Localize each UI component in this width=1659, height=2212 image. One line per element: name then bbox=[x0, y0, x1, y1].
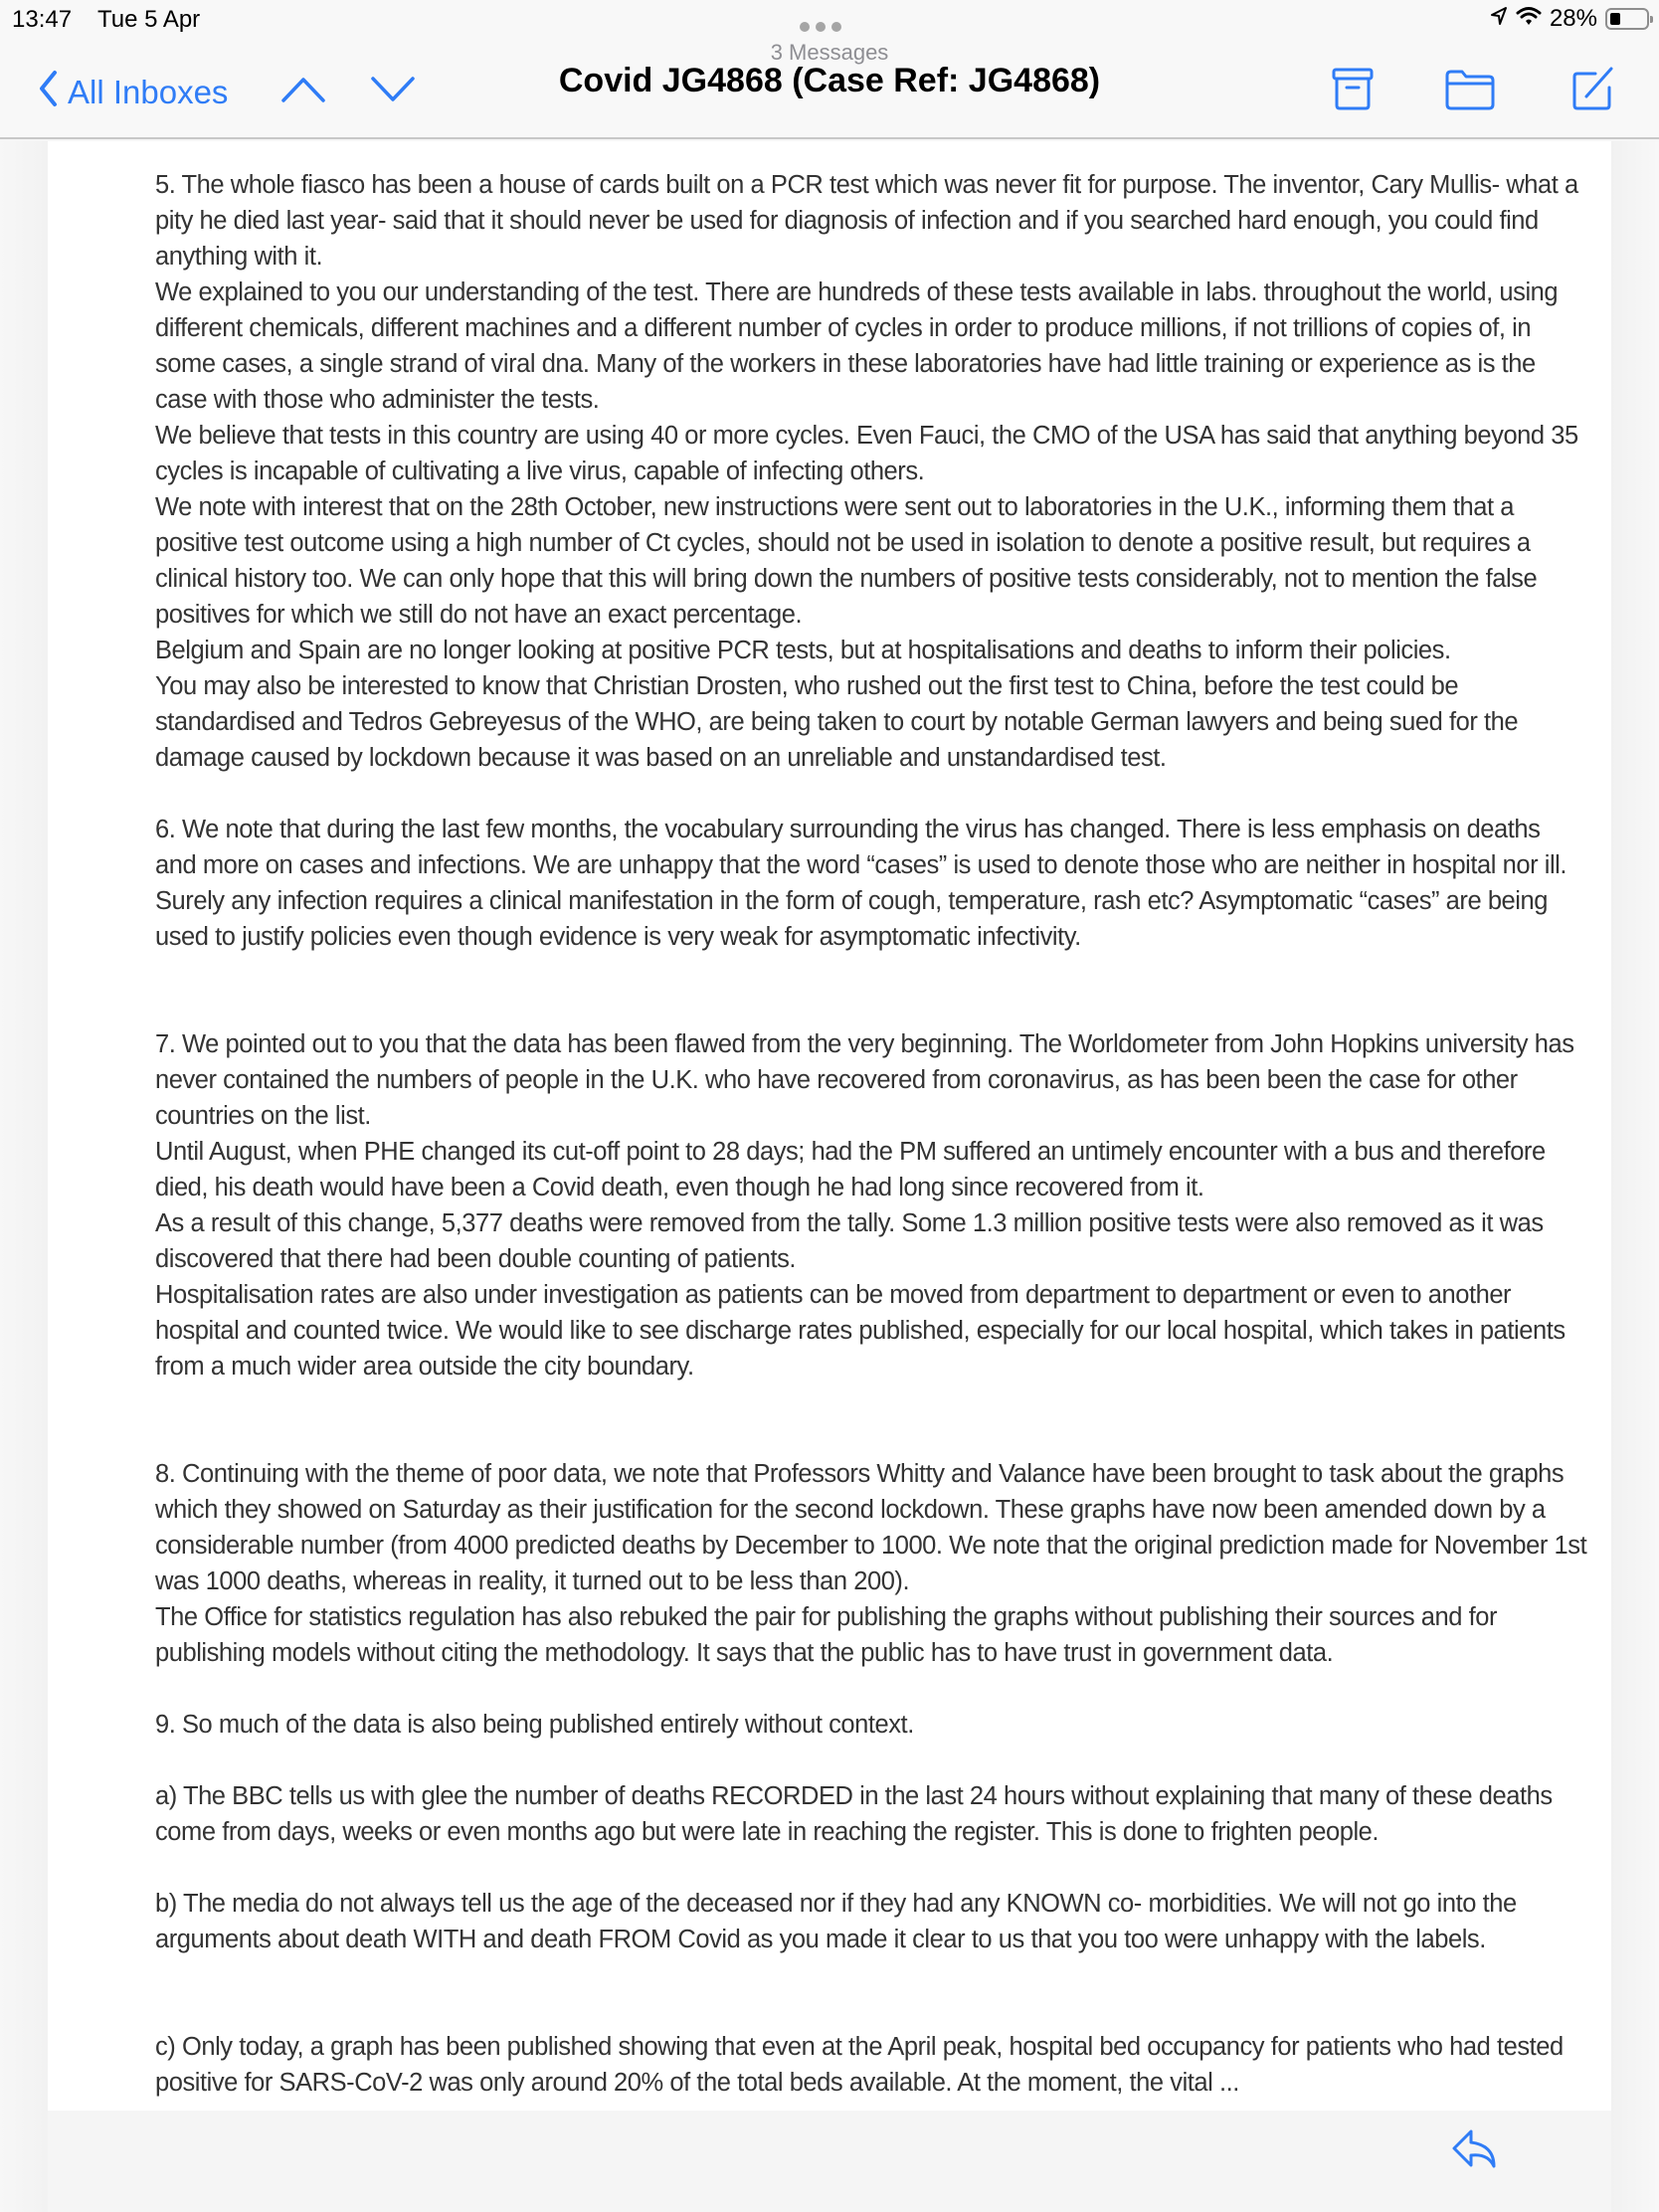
email-paragraph: 8. Continuing with the theme of poor data, we note that Professors Whitty and Valance have been brought to task about the graphs which they showed on Saturday as their justification for the second lockdown. These graphs have now been amended down by a considerable number (from 4000 predicted deaths by December to 1000. We note that the original prediction made for November 1st was 1000 deaths, whereas in reality, it turned out to be less than 200). bbox=[155, 1460, 1587, 1595]
chevron-up-icon bbox=[280, 76, 326, 103]
status-time: 13:47 bbox=[12, 6, 73, 33]
location-arrow-icon bbox=[1490, 5, 1508, 33]
more-dots-icon[interactable] bbox=[800, 22, 841, 32]
email-paragraph: We explained to you our understanding of the test. There are hundreds of these tests available in labs. throughout the world, using different chemicals, different machines and a different number of cycles in order to produce millions, if not trillions of copies of, in some cases, a single strand of viral dna. Many of the workers in these laboratories have had little training or experience as is the case with those who administer the tests. bbox=[155, 278, 1559, 414]
email-paragraph: b) The media do not always tell us the age of the deceased nor if they had any KNOWN co- morbidities. We will not go into the arguments about death WITH and death FROM Covid as you made it clear to us that you too were unhappy with the labels. bbox=[155, 1890, 1517, 1953]
folder-icon bbox=[1444, 66, 1496, 111]
email-paragraph: 5. The whole fiasco has been a house of cards built on a PCR test which was never fit for purpose. The inventor, Cary Mullis- what a pity he died last year- said that it should never be used for diagnosis of infection and if you searched hard enough, you could find anything with it. bbox=[155, 171, 1578, 271]
email-body bbox=[155, 167, 1587, 2101]
email-paragraph: You may also be interested to know that Christian Drosten, who rushed out the first test to China, before the test could be standardised and Tedros Gebreyesus of the WHO, are being taken to court by notable German lawyers and being sued for the damage caused by lockdown because it was based on an unreliable and unstandardised test. bbox=[155, 672, 1519, 772]
archive-button[interactable] bbox=[1331, 66, 1375, 116]
move-to-folder-button[interactable] bbox=[1444, 66, 1496, 116]
email-body-scroll-area[interactable] bbox=[48, 141, 1611, 2111]
wifi-icon bbox=[1516, 5, 1542, 33]
email-paragraph: 9. So much of the data is also being published entirely without context. bbox=[155, 1711, 914, 1739]
archive-icon bbox=[1331, 66, 1375, 111]
email-paragraph: Hospitalisation rates are also under investigation as patients can be moved from department to department or even to another hospital and counted twice. We would like to see discharge rates published, especially for our local hospital, which takes in patients from a much wider area outside the city boundary. bbox=[155, 1281, 1566, 1381]
previous-message-button[interactable] bbox=[280, 76, 326, 108]
reply-button[interactable] bbox=[1450, 2128, 1500, 2177]
email-paragraph: The Office for statistics regulation has also rebuked the pair for publishing the graphs without publishing their sources and for publishing models without citing the methodology. It says that the public has to have trust in government data. bbox=[155, 1603, 1498, 1667]
battery-percent: 28% bbox=[1549, 5, 1597, 32]
battery-icon bbox=[1605, 8, 1649, 30]
battery-level bbox=[1610, 13, 1620, 25]
email-paragraph: c) Only today, a graph has been published showing that even at the April peak, hospital bed occupancy for patients who had tested positive for SARS-CoV-2 was only around 20% of the total beds available. At the moment, the vital ... bbox=[155, 2033, 1564, 2097]
email-paragraph: As a result of this change, 5,377 deaths were removed from the tally. Some 1.3 million positive tests were also removed as it was discovered that there had been double counting of patients. bbox=[155, 1209, 1544, 1273]
chevron-left-icon bbox=[38, 70, 58, 115]
email-paragraph: We note with interest that on the 28th October, new instructions were sent out to laboratories in the U.K., informing them that a positive test outcome using a high number of Ct cycles, should not be used in isolation to denote a positive result, but requires a clinical history too. We can only hope that this will bring down the numbers of positive tests considerably, not to mention the false positives for which we still do not have an exact percentage. bbox=[155, 493, 1538, 629]
right-margin bbox=[1611, 141, 1659, 2212]
chevron-down-icon bbox=[370, 76, 416, 103]
back-to-all-inboxes-button[interactable] bbox=[38, 70, 228, 115]
left-margin bbox=[0, 141, 48, 2212]
compose-icon bbox=[1571, 66, 1615, 111]
email-paragraph: Until August, when PHE changed its cut-off point to 28 days; had the PM suffered an untimely encounter with a bus and therefore died, his death would have been a Covid death, even though he had long since recovered from it. bbox=[155, 1138, 1546, 1201]
email-paragraph: a) The BBC tells us with glee the number of deaths RECORDED in the last 24 hours without explaining that many of these deaths come from days, weeks or even months ago but were late in reaching the register. This is done to frighten people. bbox=[155, 1782, 1553, 1846]
email-subject: Covid JG4868 (Case Ref: JG4868) bbox=[558, 62, 1101, 99]
next-message-button[interactable] bbox=[370, 76, 416, 108]
reply-icon bbox=[1450, 2128, 1500, 2172]
status-date: Tue 5 Apr bbox=[97, 6, 201, 33]
message-count: 3 Messages bbox=[770, 40, 889, 65]
bottom-toolbar bbox=[48, 2111, 1611, 2212]
email-paragraph: 6. We note that during the last few months, the vocabulary surrounding the virus has changed. There is less emphasis on deaths and more on cases and infections. We are unhappy that the word “cases” is used to denote those who are neither in hospital nor ill. Surely any infection requires a clinical manifestation in the form of cough, temperature, rash etc? Asymptomatic “cases” are being used to justify policies even though evidence is very weak for asymptomatic infectivity. bbox=[155, 816, 1567, 951]
email-paragraph: We believe that tests in this country are using 40 or more cycles. Even Fauci, the CMO of the USA has said that anything beyond 35 cycles is incapable of cultivating a live virus, capable of infecting others. bbox=[155, 422, 1578, 485]
email-paragraph: Belgium and Spain are no longer looking at positive PCR tests, but at hospitalisations and deaths to inform their policies. bbox=[155, 637, 1451, 664]
compose-button[interactable] bbox=[1571, 66, 1615, 116]
status-bar bbox=[0, 0, 1659, 40]
back-label: All Inboxes bbox=[68, 74, 229, 110]
status-indicators bbox=[1490, 5, 1649, 33]
email-paragraph: 7. We pointed out to you that the data has been flawed from the very beginning. The Worldometer from John Hopkins university has never contained the numbers of people in the U.K. who have recovered from coronavirus, as has been been the case for other countries on the list. bbox=[155, 1030, 1574, 1130]
mail-nav-bar bbox=[0, 40, 1659, 139]
